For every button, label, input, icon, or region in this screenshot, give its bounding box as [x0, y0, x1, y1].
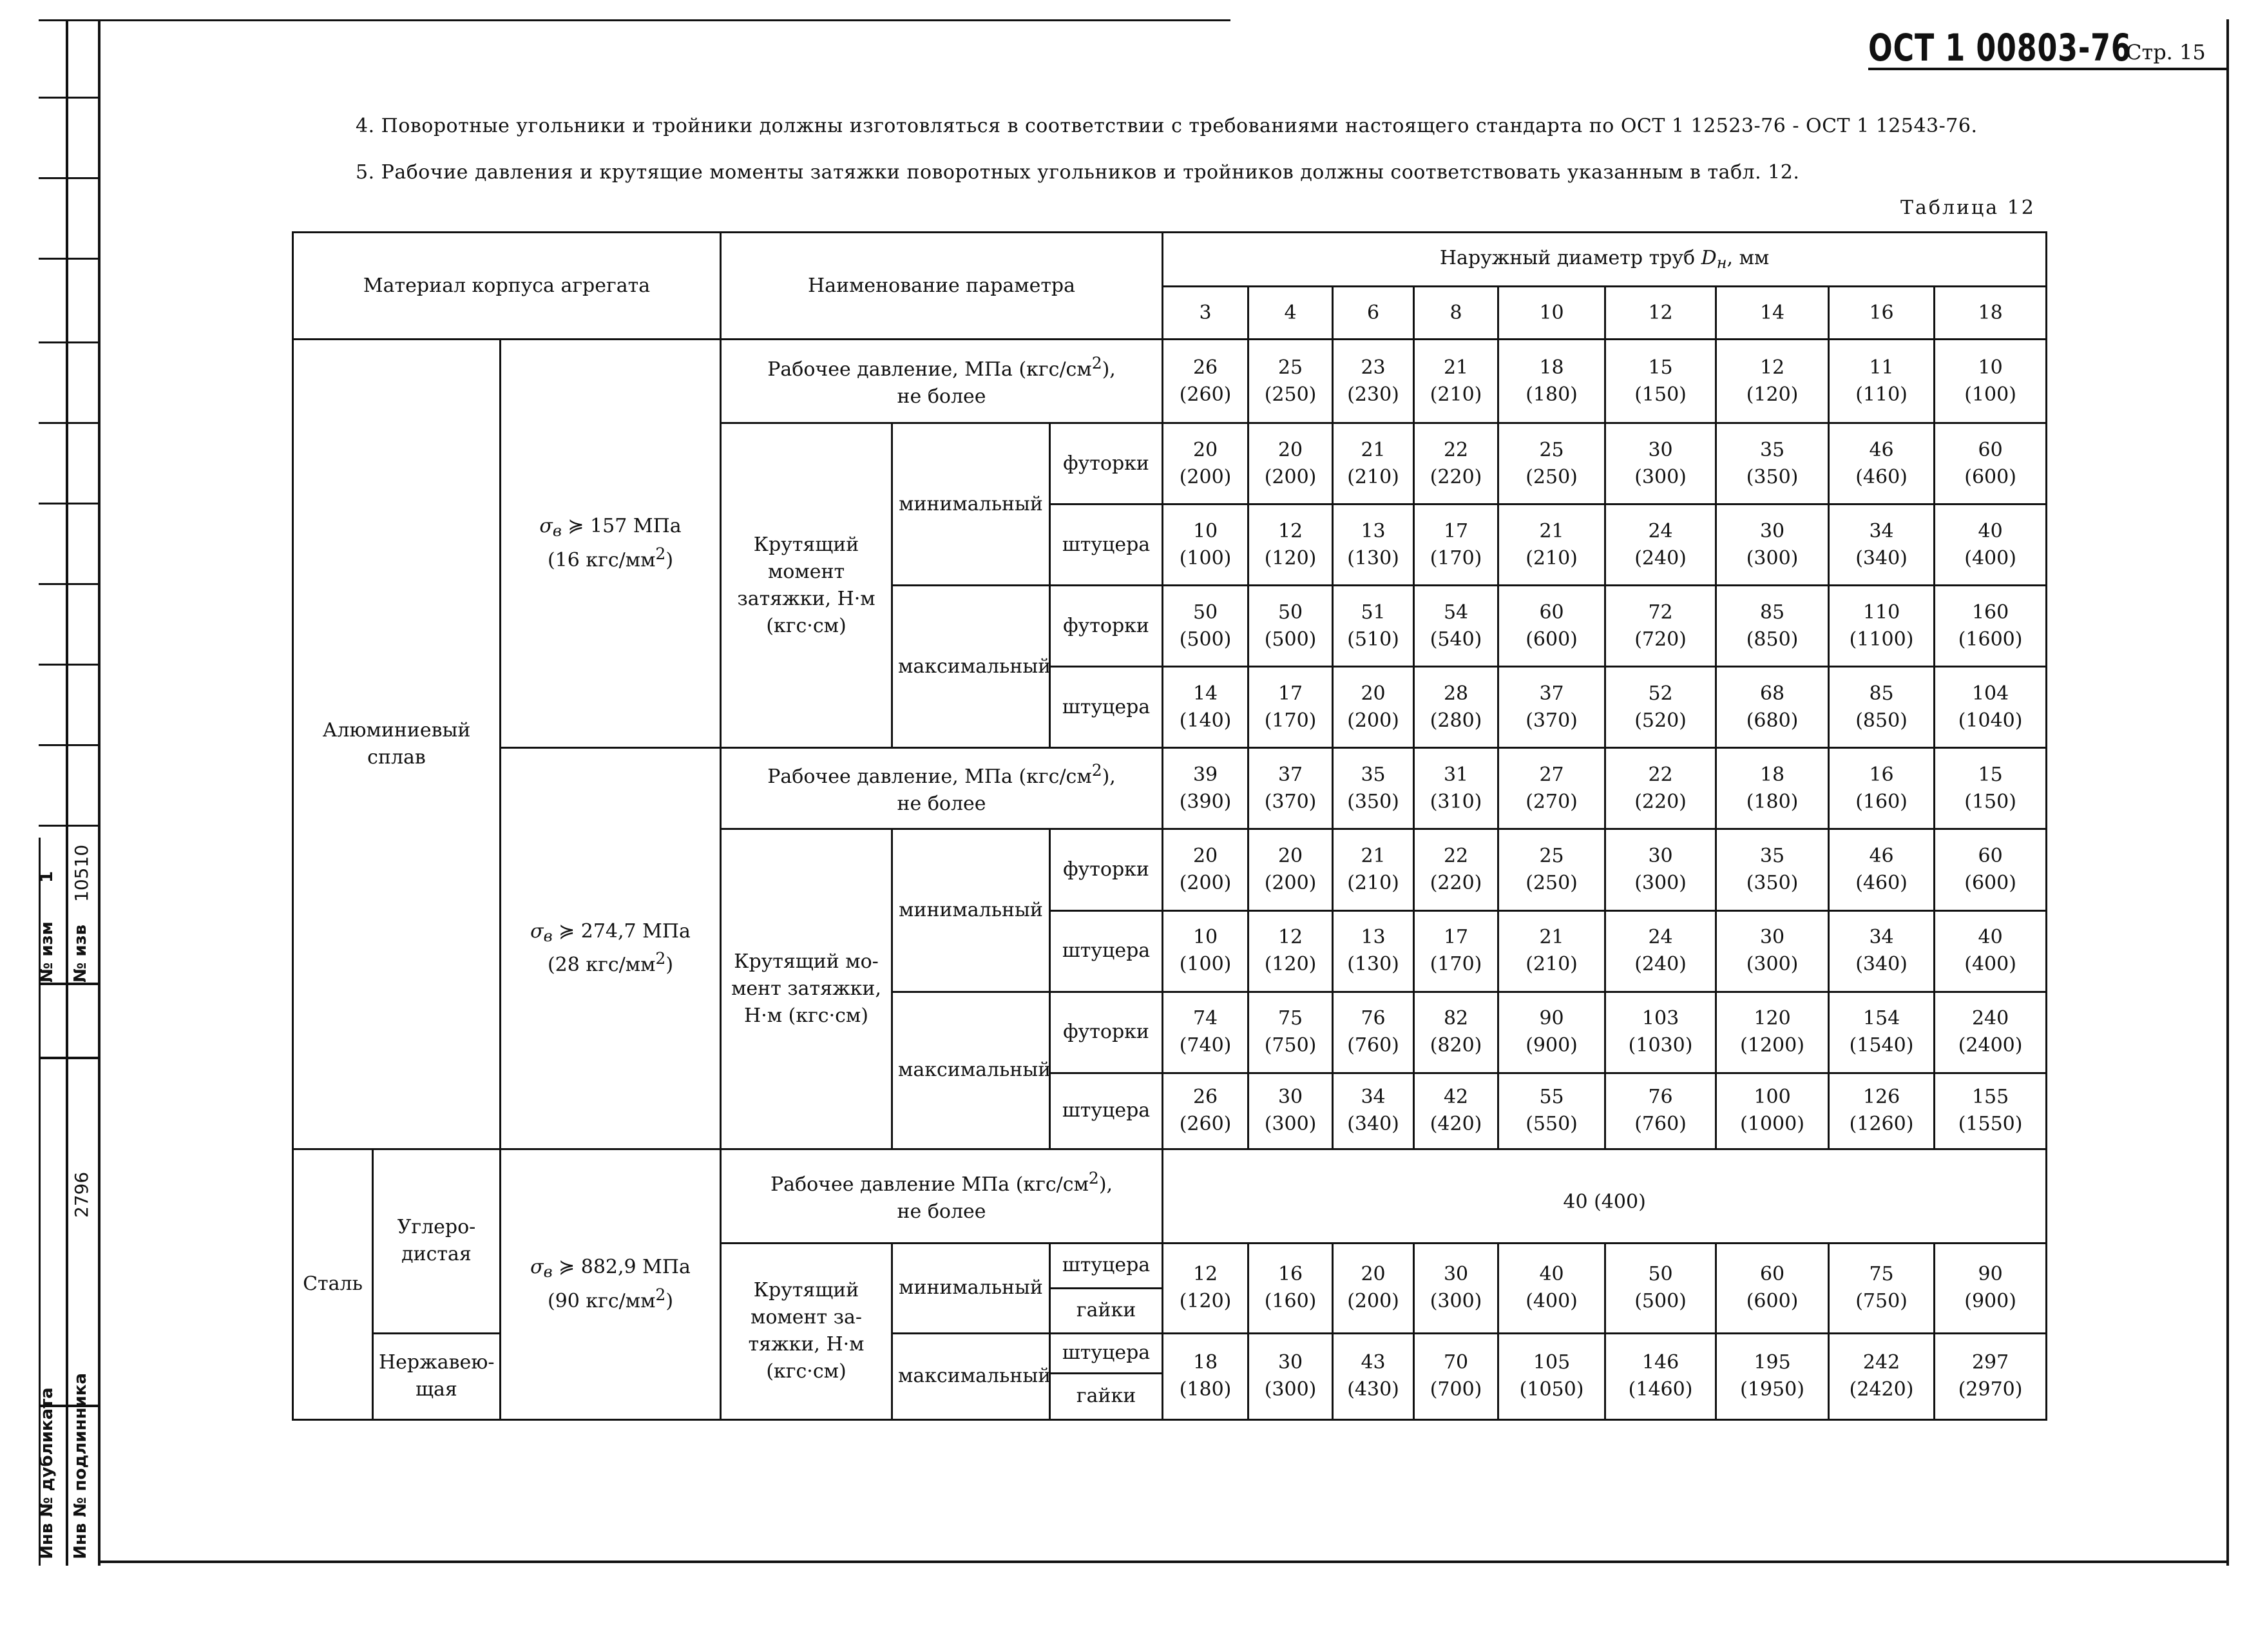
value-cell: 30 (300): [1248, 1333, 1333, 1419]
value-cell: 10 (100): [1163, 910, 1248, 992]
value-cell: 13 (130): [1333, 910, 1414, 992]
stamp-izv-label: № изв: [71, 924, 90, 983]
label-futorki: футорки: [1050, 829, 1163, 910]
value-cell: 30 (300): [1605, 829, 1716, 910]
stamp-divider: [39, 983, 100, 985]
stamp-izm-label: № изм: [37, 921, 57, 983]
value-cell: 20 (200): [1248, 829, 1333, 910]
value-cell: 18 (180): [1498, 340, 1605, 423]
stamp-tick: [39, 341, 100, 343]
diameter-cell: 4: [1248, 287, 1333, 340]
steel-carbon: Углеро-дистая: [373, 1149, 501, 1333]
value-cell: 30 (300): [1605, 423, 1716, 504]
table-row: [293, 1149, 2047, 1243]
value-cell: 24 (240): [1605, 910, 1716, 992]
value-cell: 21 (210): [1333, 423, 1414, 504]
diameter-cell: 10: [1498, 287, 1605, 340]
value-cell: 104 (1040): [1935, 667, 2047, 748]
value-cell: 90 (900): [1935, 1243, 2047, 1333]
label-futorki: футорки: [1050, 423, 1163, 504]
value-cell: 30 (300): [1716, 504, 1829, 586]
value-cell: 74 (740): [1163, 992, 1248, 1073]
diameter-cell: 14: [1716, 287, 1829, 340]
stamp-izv-value: 10510: [71, 844, 92, 902]
diameter-cell: 6: [1333, 287, 1414, 340]
value-cell: 50 (500): [1605, 1243, 1716, 1333]
value-cell: 12 (120): [1248, 910, 1333, 992]
value-cell: 60 (600): [1716, 1243, 1829, 1333]
stamp-tick: [39, 664, 100, 666]
value-cell: 21 (210): [1414, 340, 1498, 423]
value-cell: 105 (1050): [1498, 1333, 1605, 1419]
frame-right-line: [2226, 19, 2229, 1566]
value-cell: 25 (250): [1498, 423, 1605, 504]
label-minimal: минимальный: [892, 423, 1050, 586]
value-cell: 54 (540): [1414, 586, 1498, 667]
value-cell: 30 (300): [1716, 910, 1829, 992]
param-torque: Крутящий мо-мент затяжки, Н·м (кгс·см): [721, 829, 892, 1149]
stamp-divider: [39, 1057, 100, 1059]
value-cell: 21 (210): [1498, 504, 1605, 586]
grade-274-7: $\sigma_в$ ≽ 274,7 МПа (28 кгс/$мм^2$): [501, 748, 721, 1149]
stamp-tick: [39, 258, 100, 260]
grade-157: $\sigma_в$ ≽ 157 МПа (16 кгс/$мм^2$): [501, 340, 721, 748]
value-cell: 60 (600): [1498, 586, 1605, 667]
stamp-tick: [39, 825, 100, 827]
value-cell: 35 (350): [1716, 423, 1829, 504]
value-cell: 72 (720): [1605, 586, 1716, 667]
value-cell: 20 (200): [1248, 423, 1333, 504]
page-number: Стр. 15: [2126, 40, 2206, 64]
value-cell: 26 (260): [1163, 1073, 1248, 1149]
stamp-dup-label: Инв № дубликата: [37, 1387, 57, 1559]
value-cell: 51 (510): [1333, 586, 1414, 667]
value-cell: 24 (240): [1605, 504, 1716, 586]
value-cell: 21 (210): [1333, 829, 1414, 910]
pressure-torque-table: [292, 231, 2047, 1421]
value-cell: 90 (900): [1498, 992, 1605, 1073]
label-futorki: футорки: [1050, 586, 1163, 667]
label-shtucera: штуцера: [1050, 1073, 1163, 1149]
value-cell: 35 (350): [1716, 829, 1829, 910]
value-cell: 103 (1030): [1605, 992, 1716, 1073]
header-parameter: Наименование параметра: [721, 233, 1163, 340]
value-cell: 120 (1200): [1716, 992, 1829, 1073]
value-cell: 34 (340): [1333, 1073, 1414, 1149]
value-cell: 60 (600): [1935, 423, 2047, 504]
frame-left-line: [98, 19, 100, 1566]
value-cell: 242 (2420): [1829, 1333, 1935, 1419]
value-cell: 75 (750): [1829, 1243, 1935, 1333]
stamp-tick: [39, 583, 100, 585]
value-cell: 21 (210): [1498, 910, 1605, 992]
diameter-cell: 18: [1935, 287, 2047, 340]
value-cell: 46 (460): [1829, 829, 1935, 910]
value-cell: 60 (600): [1935, 829, 2047, 910]
value-cell: 20 (200): [1333, 667, 1414, 748]
stamp-tick: [39, 177, 100, 179]
diameter-cell: 12: [1605, 287, 1716, 340]
stamp-inv-value: 2796: [71, 1171, 92, 1218]
paragraph-4: 4. Поворотные угольники и тройники должны изготовляться в соответствии с требованиями настоящего стандарта по ОСТ 1 12523-76 - ОСТ 1 12543-76.: [356, 115, 1978, 137]
value-cell: 46 (460): [1829, 423, 1935, 504]
value-cell: 146 (1460): [1605, 1333, 1716, 1419]
value-cell: 40 (400): [1498, 1243, 1605, 1333]
value-cell: 39 (390): [1163, 748, 1248, 829]
label-shtucera: штуцера: [1050, 1333, 1163, 1373]
value-cell: 240 (2400): [1935, 992, 2047, 1073]
stamp-izm-value: 1: [37, 870, 57, 883]
label-minimal: минимальный: [892, 829, 1050, 992]
frame-stamp-left-line: [66, 19, 68, 1566]
value-cell: 297 (2970): [1935, 1333, 2047, 1419]
value-cell: 26 (260): [1163, 340, 1248, 423]
value-cell: 155 (1550): [1935, 1073, 2047, 1149]
value-cell: 85 (850): [1716, 586, 1829, 667]
param-working-pressure: Рабочее давление, МПа $(кгс/см^2)$, не более: [721, 748, 1163, 829]
value-cell: 16 (160): [1248, 1243, 1333, 1333]
document-code: ОСТ 1 00803-76: [1868, 26, 2132, 70]
param-torque: Крутящий момент затяжки, Н·м (кгс·см): [721, 423, 892, 748]
value-cell: 18 (180): [1716, 748, 1829, 829]
label-shtucera: штуцера: [1050, 910, 1163, 992]
value-cell: 13 (130): [1333, 504, 1414, 586]
value-cell: 17 (170): [1248, 667, 1333, 748]
value-cell: 16 (160): [1829, 748, 1935, 829]
value-cell: 52 (520): [1605, 667, 1716, 748]
stamp-tick: [39, 744, 100, 746]
label-minimal: минимальный: [892, 1243, 1050, 1333]
value-cell: 20 (200): [1163, 829, 1248, 910]
value-cell: 20 (200): [1333, 1243, 1414, 1333]
value-cell: 82 (820): [1414, 992, 1498, 1073]
param-torque: Крутящий момент за-тяжки, Н·м (кгс·см): [721, 1243, 892, 1419]
label-shtucera: штуцера: [1050, 504, 1163, 586]
value-cell: 23 (230): [1333, 340, 1414, 423]
value-cell: 68 (680): [1716, 667, 1829, 748]
value-cell: 28 (280): [1414, 667, 1498, 748]
value-cell: 20 (200): [1163, 423, 1248, 504]
header-diameter: Наружный диаметр труб $D_н$, мм: [1163, 233, 2047, 287]
frame-bottom-line: [98, 1561, 2229, 1563]
value-cell: 85 (850): [1829, 667, 1935, 748]
label-maximal: максимальный: [892, 992, 1050, 1149]
table-row: [293, 340, 2047, 423]
value-cell: 18 (180): [1163, 1333, 1248, 1419]
value-cell: 43 (430): [1333, 1333, 1414, 1419]
value-cell: 50 (500): [1248, 586, 1333, 667]
value-cell: 126 (1260): [1829, 1073, 1935, 1149]
value-cell: 35 (350): [1333, 748, 1414, 829]
steel-stainless: Нержавею-щая: [373, 1333, 501, 1419]
value-cell: 12 (120): [1716, 340, 1829, 423]
value-cell: 100 (1000): [1716, 1073, 1829, 1149]
value-cell: 31 (310): [1414, 748, 1498, 829]
value-cell: 17 (170): [1414, 910, 1498, 992]
material-steel: Сталь: [293, 1149, 373, 1419]
label-gayki: гайки: [1050, 1288, 1163, 1333]
material-aluminum-alloy: Алюминиевый сплав: [293, 340, 501, 1149]
label-maximal: максимальный: [892, 1333, 1050, 1419]
value-cell: 12 (120): [1248, 504, 1333, 586]
value-cell: 15 (150): [1935, 748, 2047, 829]
value-cell: 76 (760): [1605, 1073, 1716, 1149]
value-cell: 15 (150): [1605, 340, 1716, 423]
grade-882-9: $\sigma_в$ ≽ 882,9 МПа (90 кгс/$мм^2$): [501, 1149, 721, 1419]
stamp-orig-label: Инв № подлинника: [71, 1373, 90, 1559]
value-cell: 30 (300): [1248, 1073, 1333, 1149]
value-cell: 27 (270): [1498, 748, 1605, 829]
label-futorki: футорки: [1050, 992, 1163, 1073]
value-cell: 42 (420): [1414, 1073, 1498, 1149]
value-cell: 30 (300): [1414, 1243, 1498, 1333]
frame-top-line: [39, 19, 1230, 21]
value-cell: 25 (250): [1248, 340, 1333, 423]
stamp-tick: [39, 503, 100, 504]
diameter-cell: 16: [1829, 287, 1935, 340]
param-working-pressure: Рабочее давление, МПа $(кгс/см^2)$, не более: [721, 340, 1163, 423]
value-cell: 50 (500): [1163, 586, 1248, 667]
label-maximal: максимальный: [892, 586, 1050, 748]
label-shtucera: штуцера: [1050, 1243, 1163, 1288]
value-cell: 11 (110): [1829, 340, 1935, 423]
value-cell: 25 (250): [1498, 829, 1605, 910]
steel-pressure-value: 40 (400): [1163, 1149, 2047, 1243]
header-material: Материал корпуса агрегата: [293, 233, 721, 340]
value-cell: 37 (370): [1248, 748, 1333, 829]
stamp-tick: [39, 422, 100, 424]
paragraph-5: 5. Рабочие давления и крутящие моменты затяжки поворотных угольников и тройников должны соответствовать указанным в табл. 12.: [356, 161, 1800, 184]
value-cell: 22 (220): [1605, 748, 1716, 829]
value-cell: 195 (1950): [1716, 1333, 1829, 1419]
value-cell: 17 (170): [1414, 504, 1498, 586]
value-cell: 34 (340): [1829, 504, 1935, 586]
value-cell: 22 (220): [1414, 829, 1498, 910]
value-cell: 12 (120): [1163, 1243, 1248, 1333]
diameter-cell: 8: [1414, 287, 1498, 340]
param-working-pressure: Рабочее давление МПа $(кгс/см^2)$, не более: [721, 1149, 1163, 1243]
value-cell: 75 (750): [1248, 992, 1333, 1073]
label-gayki: гайки: [1050, 1373, 1163, 1419]
value-cell: 55 (550): [1498, 1073, 1605, 1149]
label-shtucera: штуцера: [1050, 667, 1163, 748]
value-cell: 70 (700): [1414, 1333, 1498, 1419]
value-cell: 10 (100): [1935, 340, 2047, 423]
value-cell: 40 (400): [1935, 504, 2047, 586]
table-row: [293, 748, 2047, 829]
value-cell: 22 (220): [1414, 423, 1498, 504]
value-cell: 160 (1600): [1935, 586, 2047, 667]
value-cell: 10 (100): [1163, 504, 1248, 586]
table-caption: Таблица 12: [1900, 197, 2036, 219]
value-cell: 40 (400): [1935, 910, 2047, 992]
value-cell: 34 (340): [1829, 910, 1935, 992]
value-cell: 37 (370): [1498, 667, 1605, 748]
value-cell: 154 (1540): [1829, 992, 1935, 1073]
diameter-cell: 3: [1163, 287, 1248, 340]
value-cell: 110 (1100): [1829, 586, 1935, 667]
value-cell: 14 (140): [1163, 667, 1248, 748]
stamp-tick: [39, 97, 100, 99]
value-cell: 76 (760): [1333, 992, 1414, 1073]
